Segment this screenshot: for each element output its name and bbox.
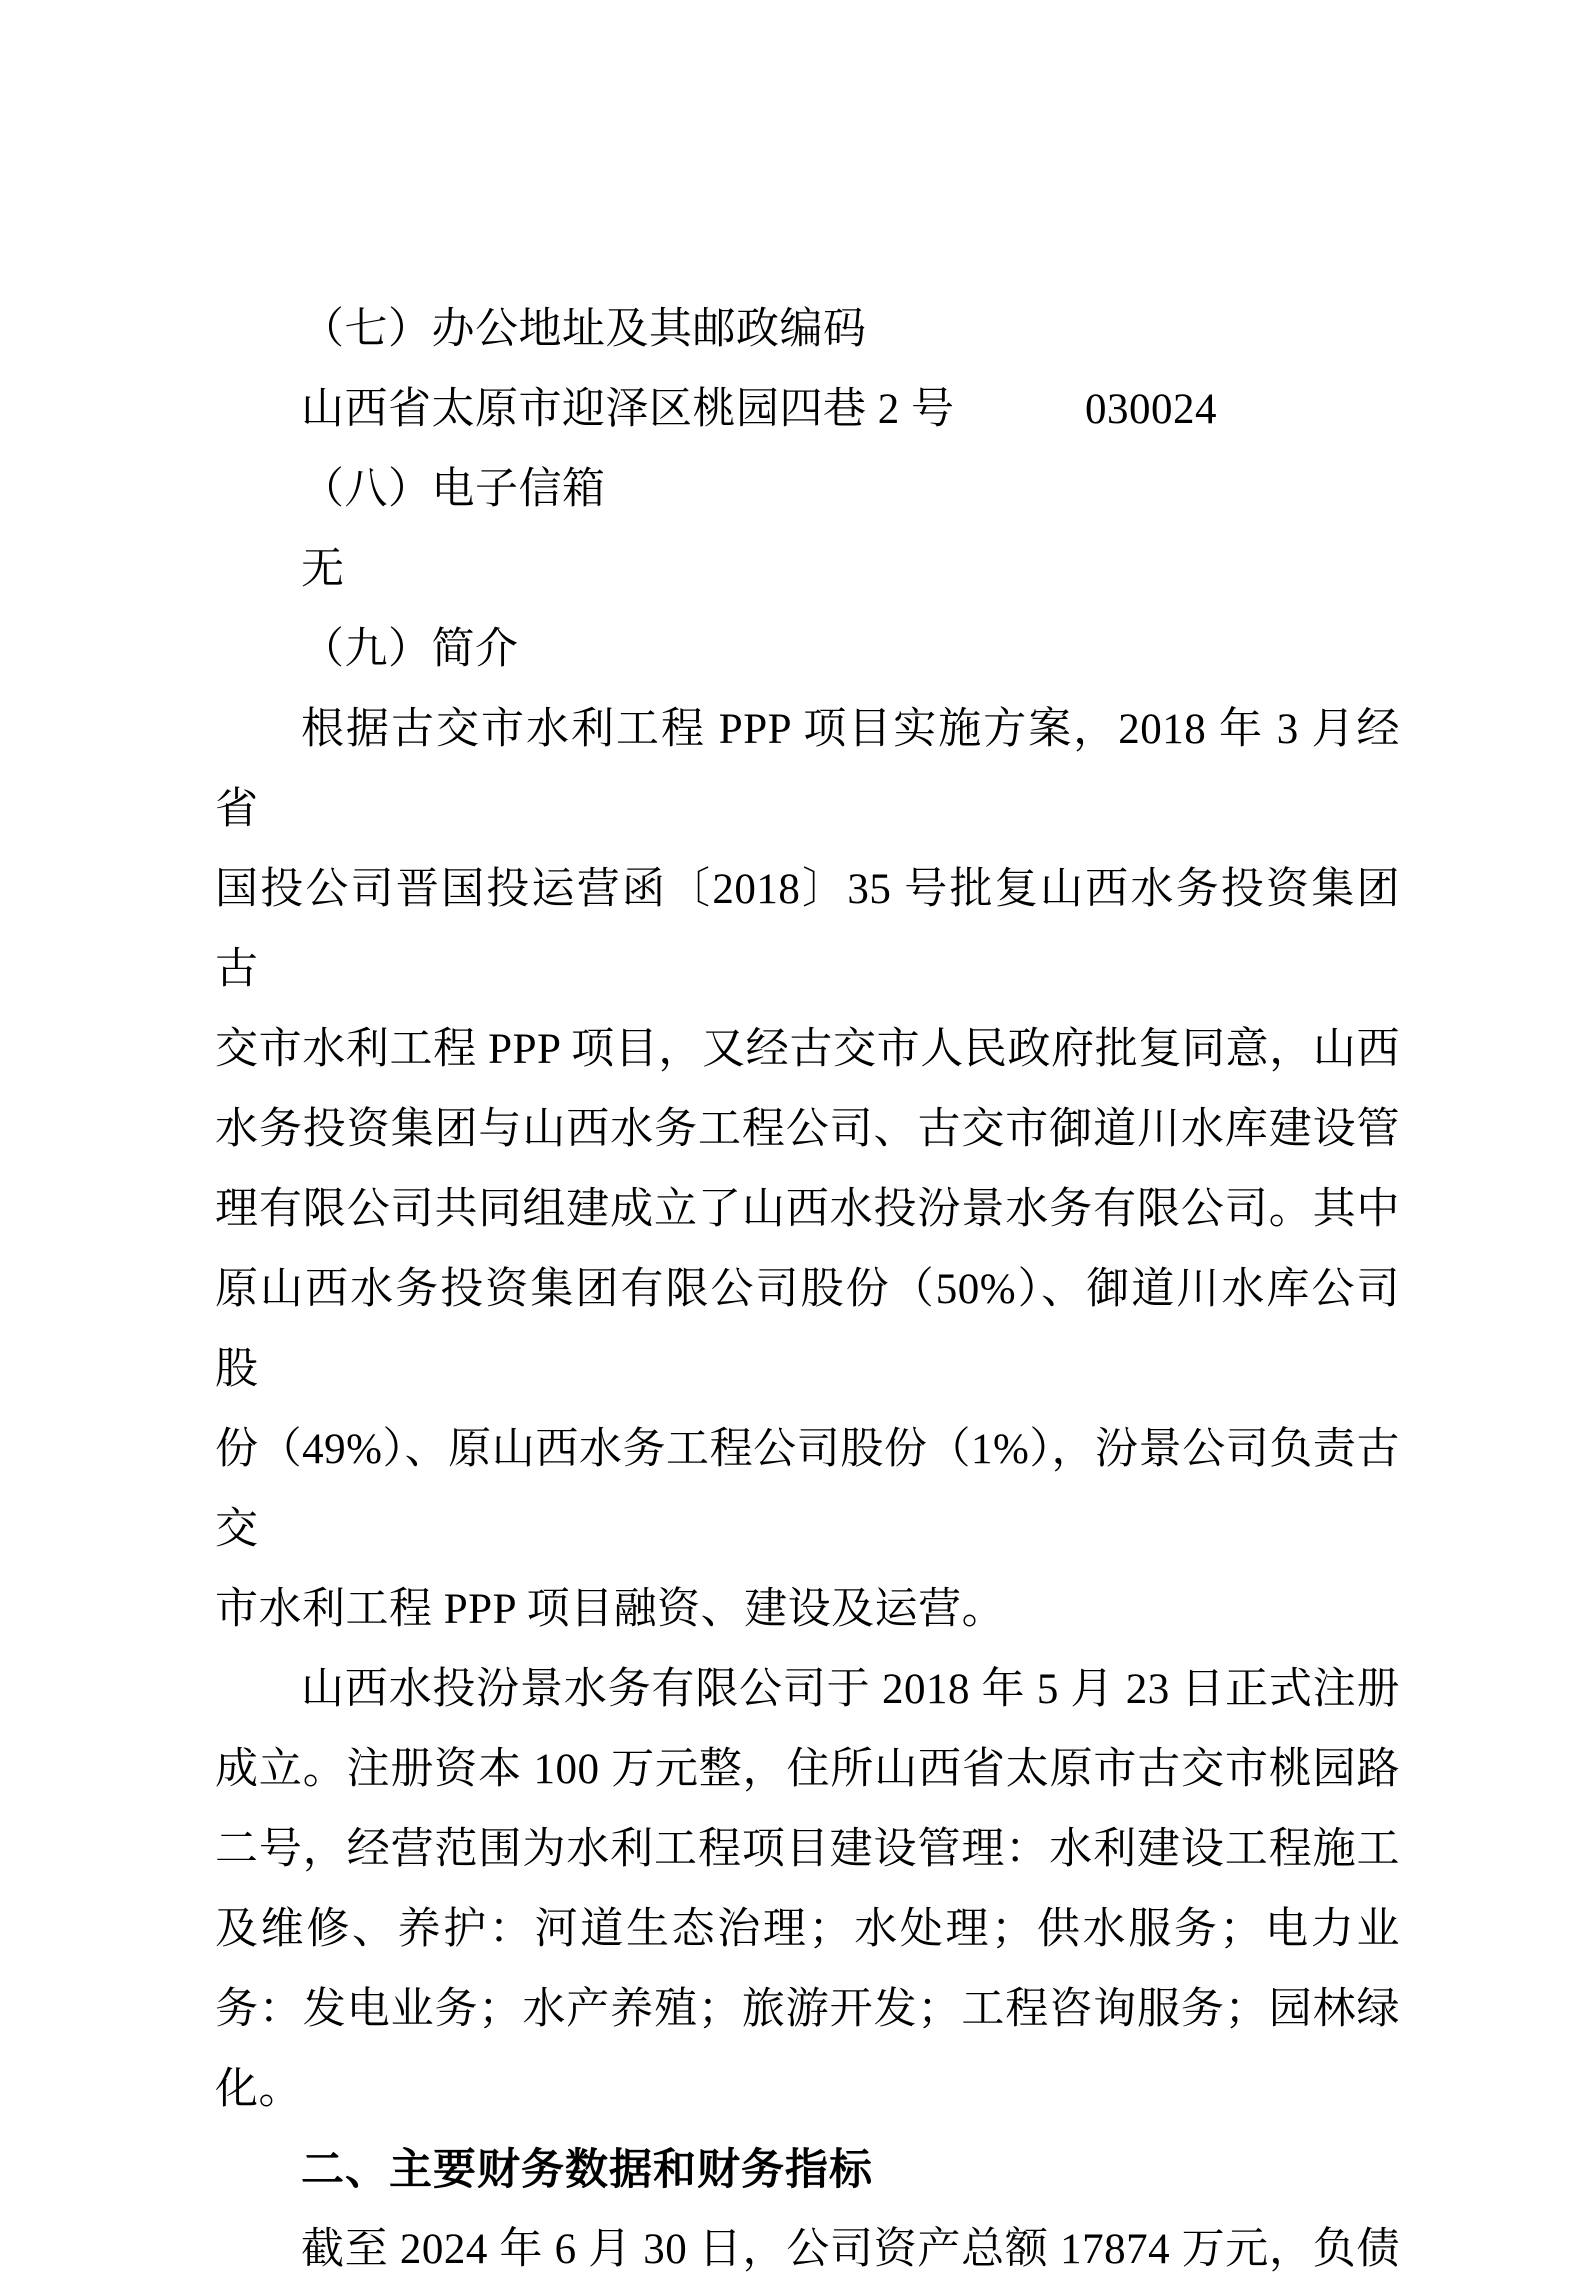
registration-paragraph-line: 务：发电业务；水产养殖；旅游开发；工程咨询服务；园林绿 <box>215 1986 1400 2033</box>
office-address-line: 山西省太原市迎泽区桃园四巷 2 号 030024 <box>301 386 1217 433</box>
document-body <box>215 290 1400 2290</box>
intro-paragraph-line: 原山西水务投资集团有限公司股份（50%）、御道川水库公司股 <box>215 1266 1400 1393</box>
registration-paragraph-line: 山西水投汾景水务有限公司于 2018 年 5 月 23 日正式注册 <box>301 1666 1400 1713</box>
intro-paragraph-line: 理有限公司共同组建成立了山西水投汾景水务有限公司。其中 <box>215 1186 1400 1233</box>
intro-paragraph-line: 水务投资集团与山西水务工程公司、古交市御道川水库建设管 <box>215 1106 1400 1153</box>
intro-paragraph-line: 市水利工程 PPP 项目融资、建设及运营。 <box>215 1586 1006 1633</box>
intro-paragraph-line: 交市水利工程 PPP 项目，又经古交市人民政府批复同意，山西 <box>215 1026 1400 1073</box>
subheading-intro: （九）简介 <box>301 626 519 673</box>
finance-paragraph-line: 截至 2024 年 6 月 30 日，公司资产总额 17874 万元，负债 <box>301 2226 1400 2273</box>
registration-paragraph-line: 及维修、养护：河道生态治理；水处理；供水服务；电力业 <box>215 1906 1400 1953</box>
registration-paragraph-line: 成立。注册资本 100 万元整，住所山西省太原市古交市桃园路 <box>215 1746 1400 1793</box>
section-heading-finance: 二、主要财务数据和财务指标 <box>301 2146 873 2194</box>
intro-paragraph-line: 根据古交市水利工程 PPP 项目实施方案，2018 年 3 月经省 <box>215 706 1400 833</box>
intro-paragraph-line: 份（49%）、原山西水务工程公司股份（1%），汾景公司负责古交 <box>215 1426 1400 1553</box>
email-value-line: 无 <box>301 546 345 593</box>
registration-paragraph-line: 化。 <box>215 2066 302 2113</box>
subheading-office-address: （七）办公地址及其邮政编码 <box>301 306 867 353</box>
intro-paragraph-line: 国投公司晋国投运营函〔2018〕35 号批复山西水务投资集团古 <box>215 866 1400 993</box>
subheading-email: （八）电子信箱 <box>301 466 606 513</box>
registration-paragraph-line: 二号，经营范围为水利工程项目建设管理：水利建设工程施工 <box>215 1826 1400 1873</box>
